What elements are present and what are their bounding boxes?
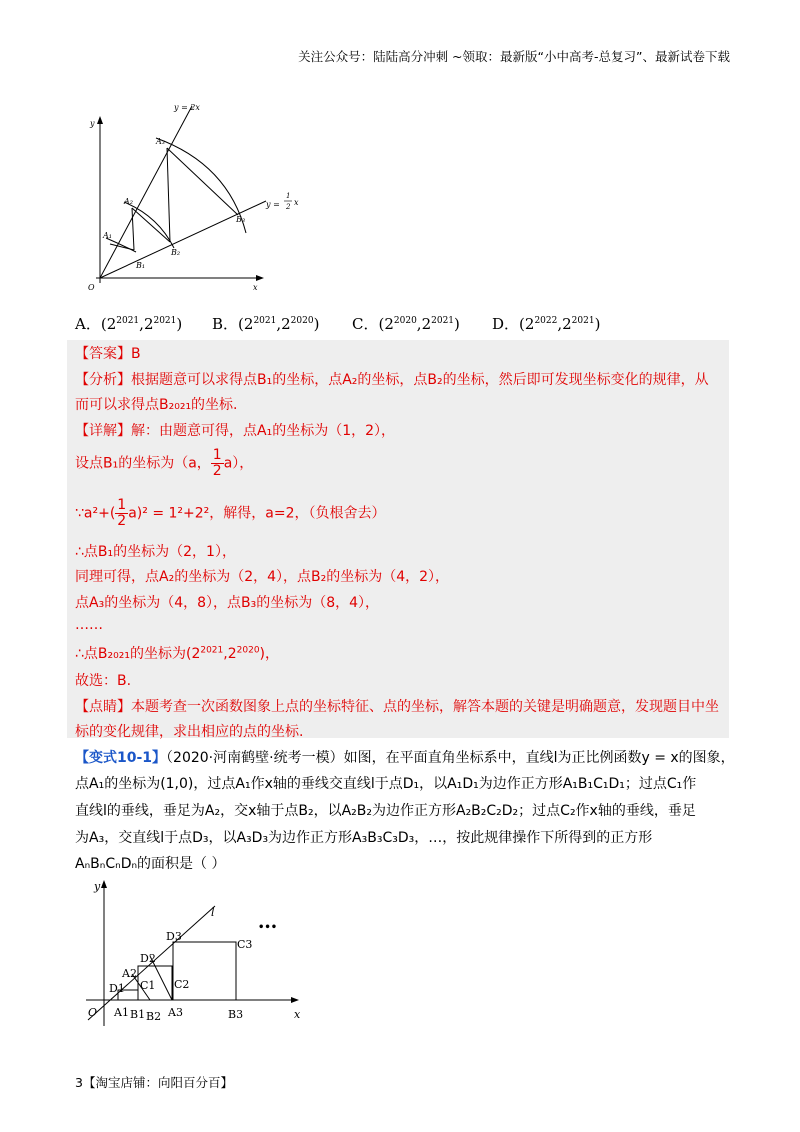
arc-1	[106, 238, 136, 252]
label-a2: A₂	[124, 197, 133, 206]
choice-b[interactable]: B．$(2^{2021},2^{2020})$	[212, 315, 320, 333]
detail-line-6: 点A₃的坐标为（4，8），点B₃的坐标为（8，4），	[75, 595, 380, 611]
line2-label-num: 1	[286, 192, 291, 200]
comment-line-2: 标的变化规律，求出相应的点的坐标.	[75, 724, 304, 740]
label-d2: D2	[140, 952, 156, 965]
label-c2: C2	[174, 978, 190, 991]
segment-a2-b2	[132, 208, 170, 242]
question2-line-1: 【变式10-1】（2020·河南鹤壁·统考一模）如图，在平面直角坐标系中，直线l为正比例函数y = x的图象，	[75, 750, 735, 766]
origin-label: O	[88, 1006, 98, 1019]
comment-line-1: 【点睛】本题考查一次函数图象上点的坐标特征、点的坐标，解答本题的关键是明确题意，发现题目中坐	[75, 699, 719, 715]
segment-a3-b3	[167, 148, 238, 215]
y-axis-label: y	[94, 880, 101, 893]
line-y-half-x	[100, 201, 266, 278]
choice-c[interactable]: C．$(2^{2020},2^{2021})$	[352, 315, 460, 333]
label-a3: A3	[168, 1006, 183, 1019]
detail-line-8: ∴点B₂₀₂₁的坐标为$(2^{2021},2^{2020})$，	[75, 645, 280, 662]
line2-label-prefix: y =	[266, 200, 280, 209]
detail-line-7: ……	[75, 617, 103, 633]
x-axis-label: x	[253, 283, 258, 292]
label-a3: A₃	[156, 137, 165, 146]
label-a2: A2	[122, 967, 137, 980]
page-header: 关注公众号：陆陆高分冲刺 ~领取：最新版“小中高考-总复习”、最新试卷下载	[298, 49, 730, 64]
label-d1: D1	[109, 982, 125, 995]
square-3	[173, 942, 236, 1000]
detail-line-3: ∵a²+( $\frac{1}{2}$ a)² = 1²+2²，解得，a=2，（负根舍去）	[75, 497, 386, 529]
question2-line-4: 为A₃，交直线l于点D₃，以A₃D₃为边作正方形A₃B₃C₃D₃，…，按此规律操作下所得到的正方形	[75, 830, 653, 846]
label-a1: A₁	[103, 231, 112, 240]
x-axis-label: x	[294, 1008, 301, 1021]
label-a1: A1	[114, 1006, 129, 1019]
label-b2: B2	[146, 1010, 162, 1023]
question2-line-3: 直线l的垂线，垂足为A₂，交x轴于点B₂，以A₂B₂为边作正方形A₂B₂C₂D₂；过点C₂作x轴的垂线，垂足	[75, 803, 696, 819]
question2-line-5: AₙBₙCₙDₙ的面积是（ ）	[75, 856, 226, 872]
label-b3: B3	[228, 1008, 244, 1021]
analysis-line-2: 而可以求得点B₂₀₂₁的坐标.	[75, 397, 238, 413]
line-l-label: l	[211, 906, 215, 919]
label-b3: B₃	[236, 215, 246, 224]
detail-line-5: 同理可得，点A₂的坐标为（2，4），点B₂的坐标为（4，2），	[75, 569, 450, 585]
analysis-line-1: 【分析】根据题意可以求得点B₁的坐标，点A₂的坐标，点B₂的坐标，然后即可发现坐标变化的规律，从	[75, 372, 709, 388]
origin-label: O	[88, 283, 95, 292]
y-axis-label: y	[90, 119, 95, 128]
label-c3: C3	[237, 938, 253, 951]
segment-a3-b2	[167, 148, 170, 242]
detail-line-9: 故选：B.	[75, 673, 132, 689]
ellipsis-dots: •••	[258, 922, 278, 933]
line2-label-suffix: x	[294, 198, 299, 207]
page-footer: 3【淘宝店铺：向阳百分百】	[75, 1075, 233, 1090]
detail-line-2: 设点B₁的坐标为（a， $\frac{1}{2}$ a），	[75, 447, 254, 479]
detail-line-4: ∴点B₁的坐标为（2，1），	[75, 544, 236, 560]
question2-line-2: 点A₁的坐标为(1,0)，过点A₁作x轴的垂线交直线l于点D₁，以A₁D₁为边作正方形A₁B₁C₁D₁；过点C₁作	[75, 776, 697, 792]
figure-coordinate-diagram-1	[70, 98, 310, 298]
answer-line: 【答案】B	[75, 346, 141, 362]
choice-a[interactable]: A．$(2^{2021},2^{2021})$	[75, 315, 183, 333]
choice-d[interactable]: D．$(2^{2022},2^{2021})$	[492, 315, 601, 333]
label-b2: B₂	[171, 248, 181, 257]
detail-line-1: 【详解】解：由题意可得，点A₁的坐标为（1，2），	[75, 423, 396, 439]
label-b1: B1	[130, 1008, 146, 1021]
answer-choices	[75, 313, 735, 335]
arc-2	[124, 202, 174, 248]
label-c1: C1	[140, 979, 156, 992]
line2-label-den: 2	[286, 203, 291, 211]
line1-label: y = 2x	[174, 103, 200, 112]
label-b1: B₁	[136, 261, 146, 270]
label-d3: D3	[166, 930, 182, 943]
figure-squares-diagram-2	[70, 876, 310, 1036]
